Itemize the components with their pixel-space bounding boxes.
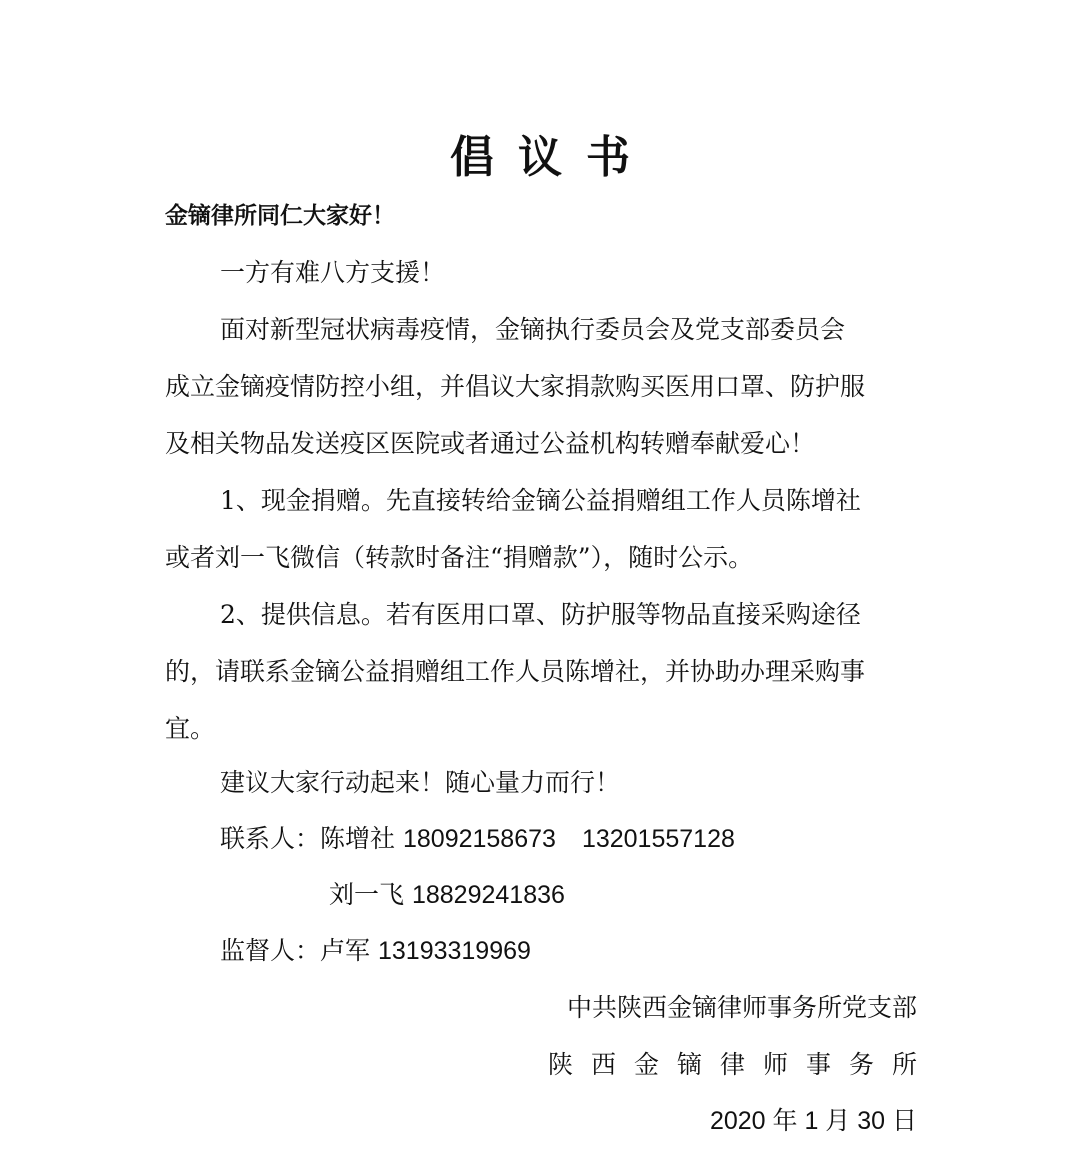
contact-1-phone-2: 13201557128 (581, 825, 735, 853)
paragraph-2-line-2: 成立金镝疫情防控小组，并倡议大家捐款购买医用口罩、防护服 (165, 372, 866, 401)
paragraph-2-line-1: 面对新型冠状病毒疫情，金镝执行委员会及党支部委员会 (220, 315, 846, 344)
signature-law-firm: 陕西金镝律师事务所 (547, 1050, 935, 1079)
document-title: 倡议书 (450, 132, 654, 183)
contact-2-name: 刘一飞 (329, 880, 405, 909)
item-2-line-1: 2、提供信息。若有医用口罩、防护服等物品直接采购途径 (220, 600, 861, 629)
contact-1-name: 陈增社 (320, 824, 396, 853)
supervisor-phone: 13193319969 (377, 937, 531, 965)
call-to-action: 建议大家行动起来！随心量力而行！ (220, 768, 621, 797)
contact-row-1 (165, 822, 925, 856)
signature-party-branch: 中共陕西金镝律师事务所党支部 (566, 993, 917, 1022)
paragraph-1: 一方有难八方支援！ (220, 258, 446, 287)
item-2-line-2: 的，请联系金镝公益捐赠组工作人员陈增社，并协助办理采购事 (165, 657, 866, 686)
signature-date: 2020 年 1 月 30 日 (709, 1107, 917, 1135)
supervisor-name: 卢军 (320, 936, 371, 965)
contact-label: 联系人： (220, 824, 321, 853)
supervisor-row (165, 934, 925, 968)
contact-1-phone-1: 18092158673 (402, 825, 556, 853)
paragraph-2-line-3: 及相关物品发送疫区医院或者通过公益机构转赠奉献爱心！ (165, 429, 816, 458)
contact-2-phone: 18829241836 (411, 881, 565, 909)
supervisor-label: 监督人： (220, 936, 321, 965)
item-1-line-1: 1、现金捐赠。先直接转给金镝公益捐赠组工作人员陈增社 (220, 486, 861, 515)
item-2-line-3: 宜。 (165, 714, 216, 743)
item-1-line-2: 或者刘一飞微信（转款时备注“捐赠款”），随时公示。 (165, 543, 754, 572)
contact-row-2 (165, 878, 925, 912)
greeting: 金镝律所同仁大家好！ (165, 203, 395, 229)
